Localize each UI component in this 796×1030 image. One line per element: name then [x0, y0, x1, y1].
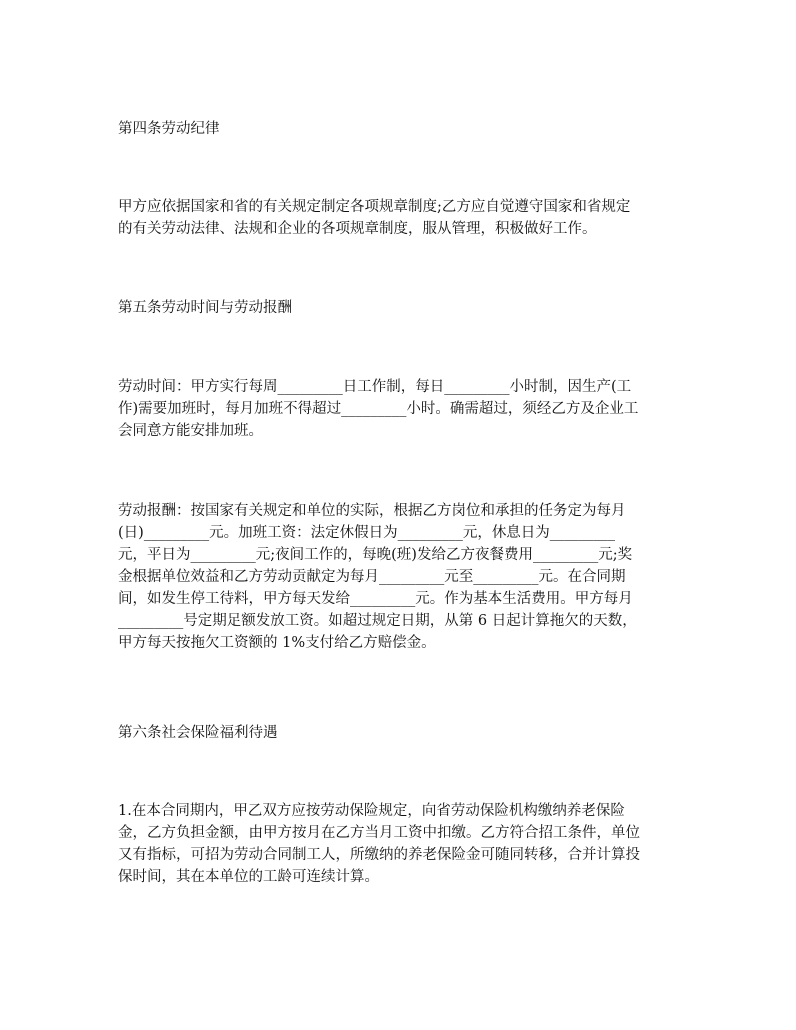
- article-5-heading: 第五条劳动时间与劳动报酬: [118, 300, 292, 316]
- article-6-heading: 第六条社会保险福利待遇: [118, 725, 278, 741]
- article-5-working-hours-paragraph: 劳动时间：甲方实行每周_________日工作制，每日_________小时制，因生产(工 作)需要加班时，每月加班不得超过_________小时。确需超过，须经乙方及企业工 会同意方能安排加班。: [118, 379, 639, 439]
- article-4-paragraph: 甲方应依据国家和省的有关规定制定各项规章制度;乙方应自觉遵守国家和省规定 的有关劳动法律、法规和企业的各项规章制度，服从管理，积极做好工作。: [118, 199, 631, 237]
- article-6-paragraph: 1.在本合同期内，甲乙双方应按劳动保险规定，向省劳动保险机构缴纳养老保险 金，乙方负担金额，由甲方按月在乙方当月工资中扣缴。乙方符合招工条件，单位 又有指标，可招为劳动合同制工人，所缴纳的养老保险金可随同转移，合并计算投 保时间，其在本单位的工龄可连续计算。: [118, 803, 640, 885]
- article-5-remuneration-paragraph: 劳动报酬：按国家有关规定和单位的实际，根据乙方岗位和承担的任务定为每月 (日)_________元。加班工资：法定休假日为_________元，休息日为_________ 元，平日为_________元;夜间工作的，每晚(班)发给乙方夜餐费用_________元;奖 金根据单位效益和乙方劳动贡献定为每月_________元至_________元。在合同期 间，如发生停工待料，甲方每天发给_________元。作为基本生活费用。甲方每月 _________号定期足额发放工资。如超过规定日期，从第 6 日起计算拖欠的天数， 甲方每天按拖欠工资额的 1%支付给乙方赔偿金。: [118, 503, 637, 651]
- article-4-heading: 第四条劳动纪律: [118, 121, 220, 137]
